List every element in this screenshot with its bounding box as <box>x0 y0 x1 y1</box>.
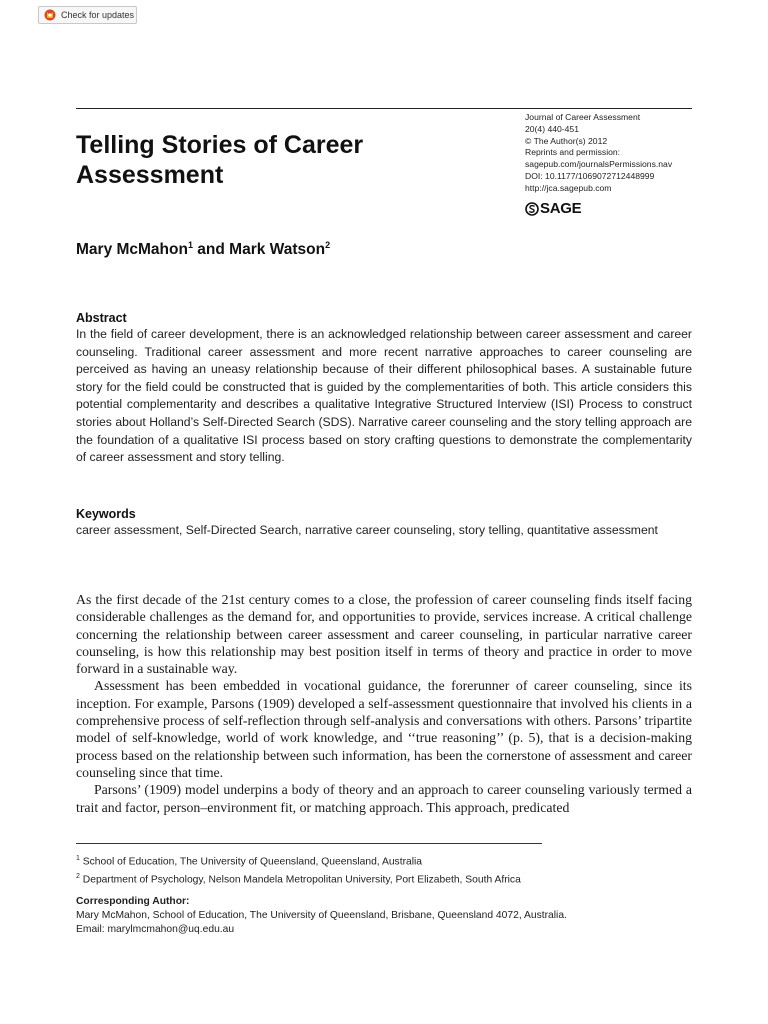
journal-volume: 20(4) 440-451 <box>525 123 579 134</box>
footnote <box>76 870 692 888</box>
sage-logo-text: SAGE <box>540 200 582 217</box>
author-joiner: and <box>197 241 225 259</box>
author-affiliation-mark: 2 <box>325 240 331 250</box>
footnote-text: School of Education, The University of Queensland, Queensland, Australia <box>82 856 423 868</box>
author-affiliation-mark: 1 <box>187 240 193 250</box>
abstract-text: In the field of career development, there is an acknowledged relationship between career assessment and career counseling. Traditional career assessment and more recent narrative approaches to career counseling are perceived as having an uneasy relationship because of their different philosophical bases. A sustainable future story for the field could be constructed that is guided by the complementarities of both. This article considers this potential complementarity and describes a qualitative Integrative Structured Interview (ISI) Process to construct stories about Holland’s Self-Directed Search (SDS). Narrative career counseling and the story telling approach are the foundation of a qualitative ISI process based on story crafting questions to demonstrate the complementarity of career assessment and story telling. <box>76 327 692 465</box>
author-list <box>76 240 330 259</box>
footnote-rule <box>76 843 542 844</box>
journal-doi[interactable]: DOI: 10.1177/1069072712448999 <box>525 170 655 181</box>
sage-logo-icon <box>525 202 539 216</box>
journal-url[interactable]: http://jca.sagepub.com <box>525 182 612 193</box>
journal-name: Journal of Career Assessment <box>525 112 641 122</box>
check-for-updates-button[interactable] <box>38 6 137 24</box>
header-rule <box>76 108 692 109</box>
journal-copyright: © The Author(s) 2012 <box>525 135 608 146</box>
corresponding-author-email[interactable]: Email: marylmcmahon@uq.edu.au <box>76 924 235 936</box>
corresponding-author <box>76 895 692 938</box>
journal-permissions-link[interactable]: sagepub.com/journalsPermissions.nav <box>525 159 673 170</box>
author-name: Mary McMahon <box>76 241 188 259</box>
body-paragraph: Parsons’ (1909) model underpins a body of theory and an approach to career counseling variously termed a trait and factor, person–environment fit, or matching approach. This approach, predicated <box>76 782 692 815</box>
footnotes <box>76 852 692 888</box>
footnote-text: Department of Psychology, Nelson Mandela Metropolitan University, Port Elizabeth, South Africa <box>82 874 521 886</box>
corresponding-author-address: Mary McMahon, School of Education, The University of Queensland, Brisbane, Queensland 4072, Australia. <box>76 910 567 922</box>
check-for-updates-label: Check for updates <box>61 10 135 20</box>
journal-reprints: Reprints and permission: <box>525 147 621 158</box>
footnote-number: 2 <box>76 872 80 880</box>
sage-logo <box>525 200 581 217</box>
corresponding-author-heading: Corresponding Author: <box>76 896 190 907</box>
abstract-heading: Abstract <box>76 311 127 325</box>
crossmark-icon <box>44 9 56 21</box>
keywords-heading: Keywords <box>76 507 136 521</box>
keywords-text: career assessment, Self-Directed Search, narrative career counseling, story telling, quantitative assessment <box>76 523 658 537</box>
footnote <box>76 852 692 870</box>
author-name: Mark Watson <box>229 241 326 259</box>
body-paragraph: As the first decade of the 21st century comes to a close, the profession of career counseling finds itself facing considerable challenges as the demand for, and opportunities to provide, services increase. A critical challenge concerning the relationship between career assessment and career counseling, in particular narrative career counseling, is how this relationship may best position itself in terms of theory and practice in order to move forward in a sustainable way. <box>76 592 692 677</box>
journal-info <box>525 112 700 195</box>
article-title: Telling Stories of Career Assessment <box>76 131 364 189</box>
article-body <box>76 591 692 816</box>
body-paragraph: Assessment has been embedded in vocational guidance, the forerunner of career counseling, since its inception. For example, Parsons (1909) developed a self-assessment questionnaire that involved his clients in a comprehensive process of self-reflection through self-analysis and conversations with others. Parsons’ tripartite model of self-knowledge, world of work knowledge, and ‘‘true reasoning’’ (p. 5), that is a decision-making process based on the relationship between such information, has been the cornerstone of assessment and career counseling since that time. <box>76 678 692 780</box>
footnote-number: 1 <box>76 855 80 862</box>
